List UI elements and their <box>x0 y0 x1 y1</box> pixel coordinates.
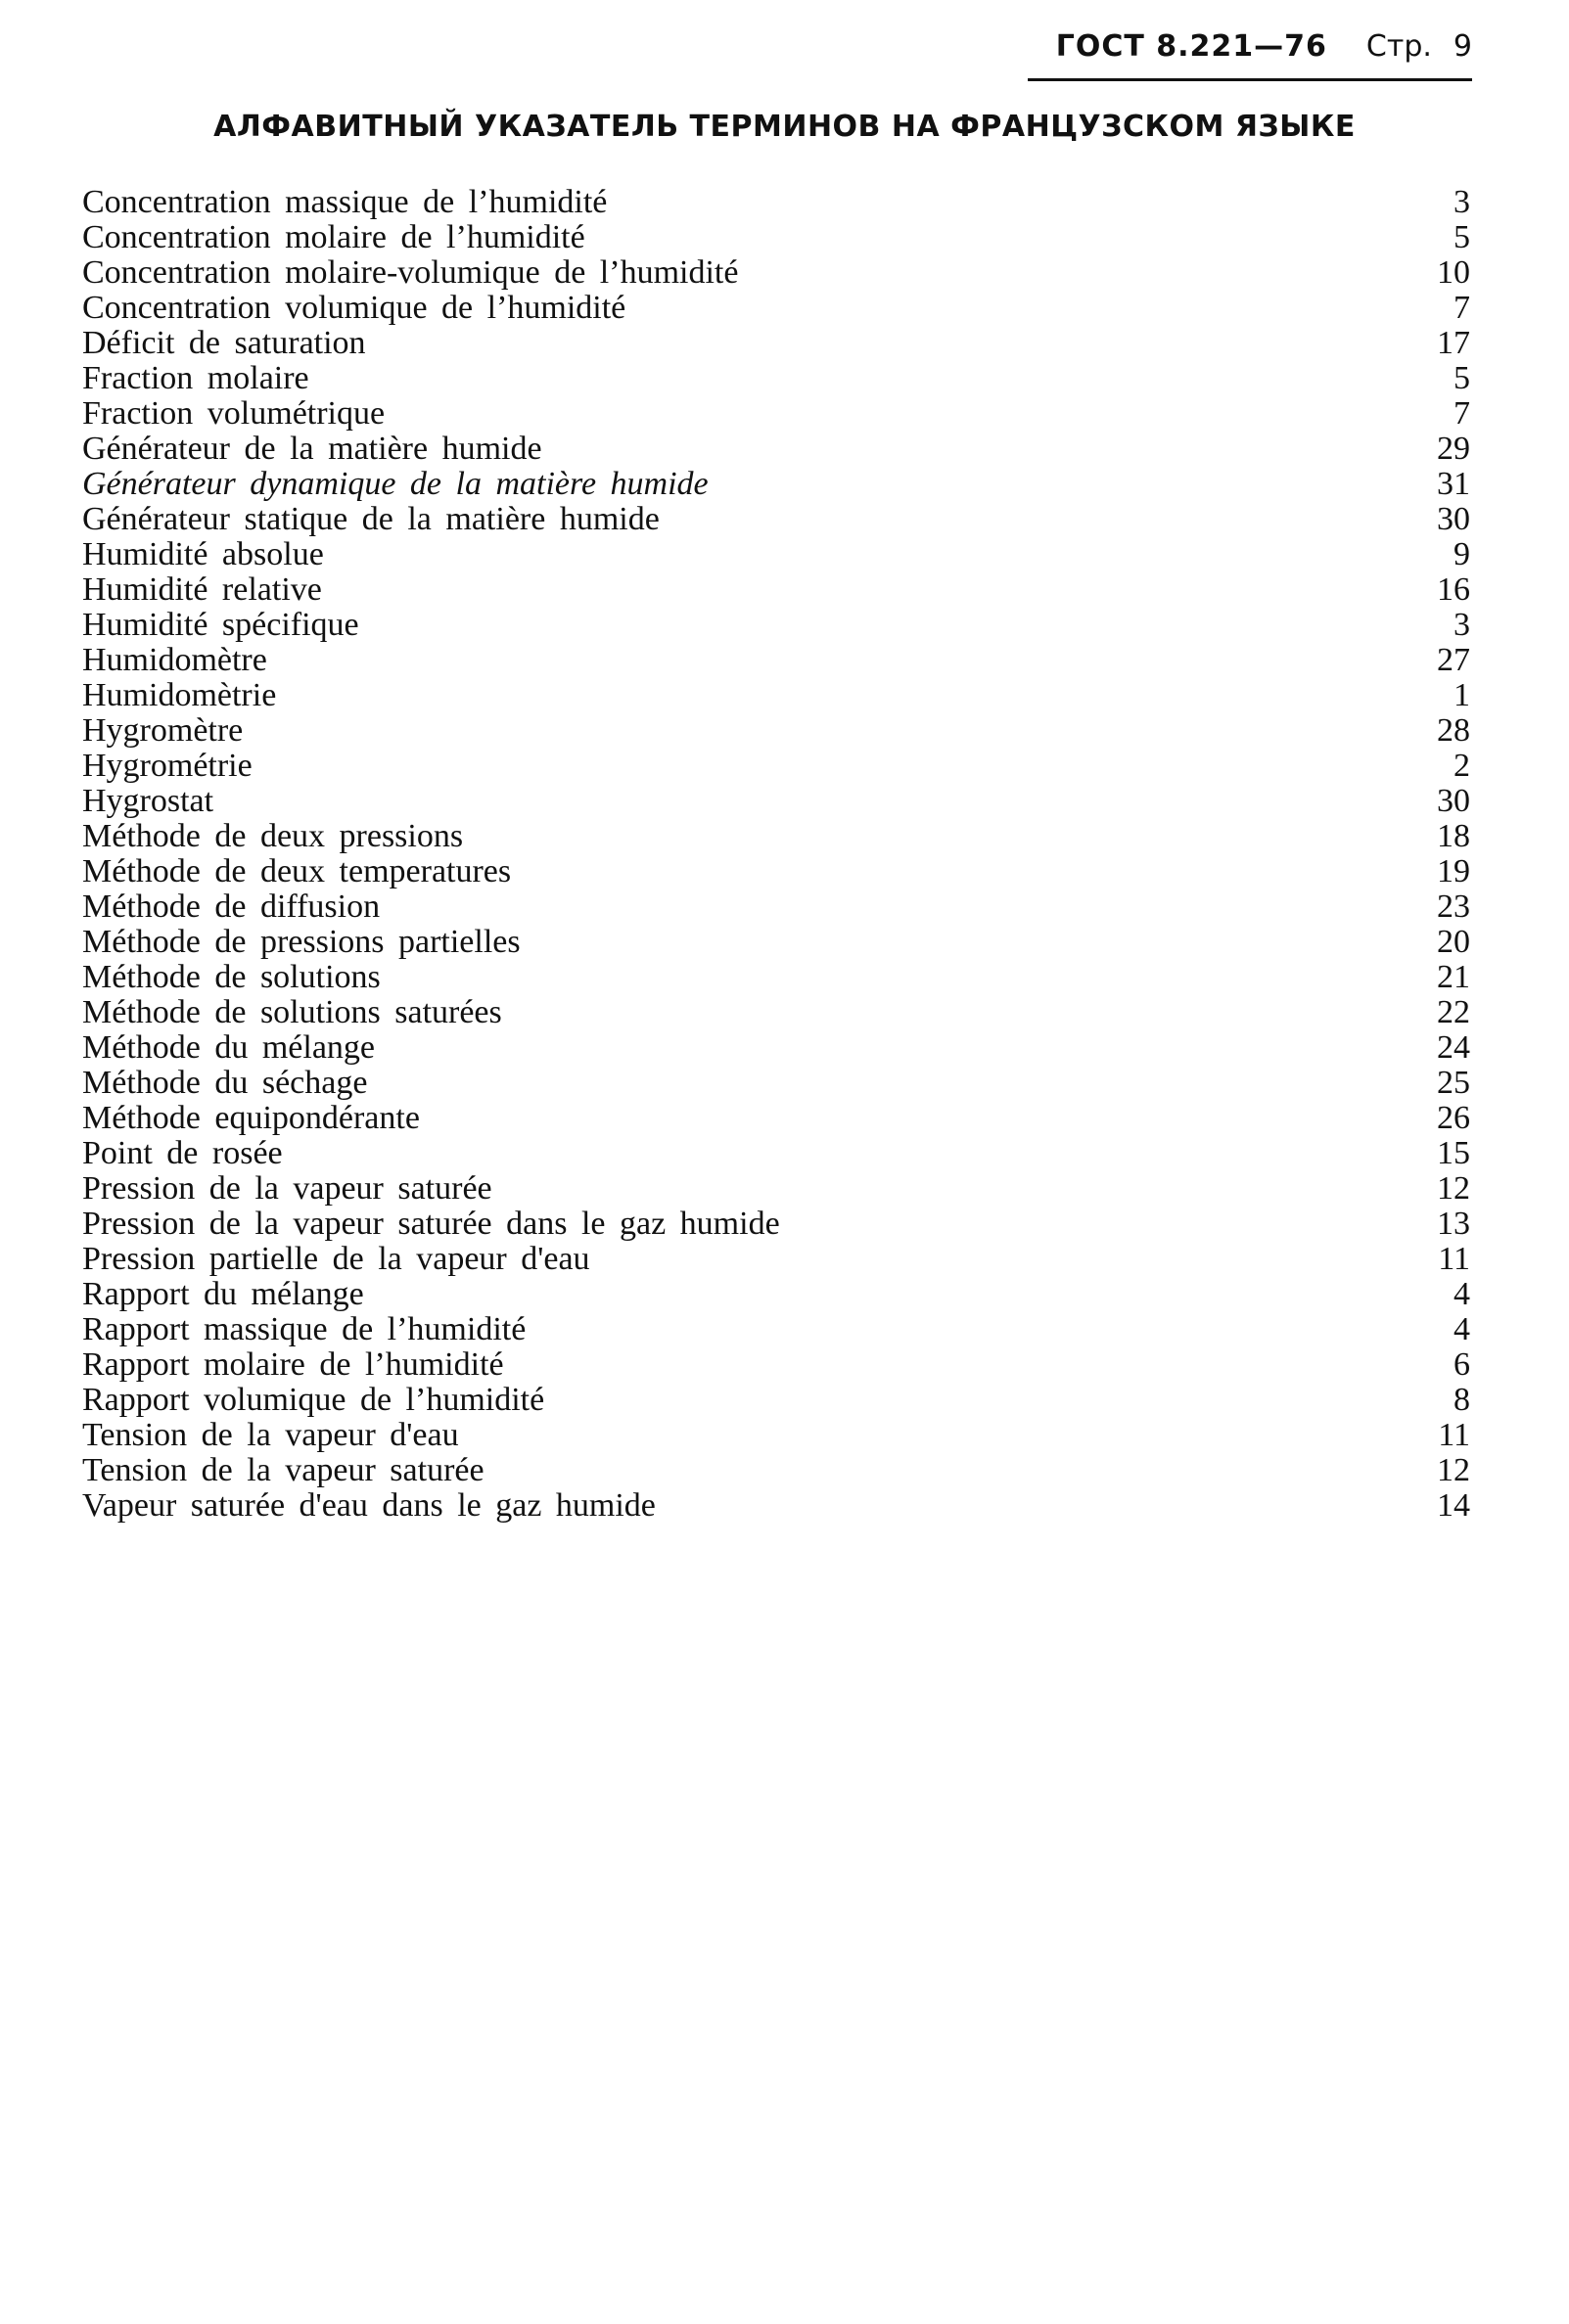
index-entry <box>82 291 1470 326</box>
index-term-number: 3 <box>1454 607 1470 643</box>
index-entry <box>82 1066 1470 1101</box>
index-entry <box>82 255 1470 291</box>
index-term-number: 23 <box>1437 889 1470 925</box>
index-term: Générateur de la matière humide <box>82 431 542 467</box>
index-entry <box>82 1418 1470 1453</box>
index-term: Hygrométrie <box>82 748 253 784</box>
index-entry <box>82 678 1470 713</box>
index-entry <box>82 1136 1470 1171</box>
index-term: Pression partielle de la vapeur d'eau <box>82 1241 590 1277</box>
index-term: Tension de la vapeur saturée <box>82 1452 485 1488</box>
index-term-number: 5 <box>1454 219 1470 255</box>
index-term-number: 5 <box>1454 360 1470 396</box>
index-term: Humidité relative <box>82 571 322 608</box>
index-term-number: 10 <box>1437 254 1470 291</box>
index-entry <box>82 1207 1470 1242</box>
index-term-number: 12 <box>1437 1452 1470 1488</box>
index-entry <box>82 1488 1470 1524</box>
index-title: АЛФАВИТНЫЙ УКАЗАТЕЛЬ ТЕРМИНОВ НА ФРАНЦУЗСКОМ ЯЗЫКЕ <box>213 110 1356 144</box>
index-term: Hygromètre <box>82 712 244 749</box>
index-term-number: 20 <box>1437 924 1470 960</box>
index-entry <box>82 1383 1470 1418</box>
index-term: Fraction molaire <box>82 360 309 396</box>
index-entry <box>82 713 1470 749</box>
index-term: Rapport molaire de l’humidité <box>82 1346 504 1383</box>
page-header <box>1028 29 1472 78</box>
index-term: Concentration molaire-volumique de l’humidité <box>82 254 739 291</box>
index-term: Méthode du mélange <box>82 1029 376 1066</box>
index-term: Générateur dynamique de la matière humide <box>82 466 709 502</box>
index-term: Rapport massique de l’humidité <box>82 1311 527 1347</box>
index-term: Méthode de solutions saturées <box>82 994 502 1030</box>
index-term-number: 19 <box>1437 853 1470 889</box>
index-term-number: 3 <box>1454 184 1470 220</box>
index-term: Déficit de saturation <box>82 325 366 361</box>
index-term-number: 11 <box>1438 1241 1470 1277</box>
term-index-list <box>82 185 1470 1524</box>
index-term: Méthode de solutions <box>82 959 381 995</box>
index-entry <box>82 326 1470 361</box>
index-entry <box>82 784 1470 819</box>
index-entry <box>82 854 1470 889</box>
index-entry <box>82 572 1470 608</box>
index-term: Humidomètre <box>82 642 267 678</box>
header-rule <box>1028 78 1472 81</box>
index-term-number: 14 <box>1437 1487 1470 1524</box>
index-entry <box>82 643 1470 678</box>
index-term-number: 28 <box>1437 712 1470 749</box>
page-number: 9 <box>1453 29 1472 64</box>
index-term: Fraction volumétrique <box>82 395 386 432</box>
index-term-number: 30 <box>1437 783 1470 819</box>
index-term: Méthode de pressions partielles <box>82 924 521 960</box>
index-term: Point de rosée <box>82 1135 283 1171</box>
index-entry <box>82 220 1470 255</box>
index-term: Vapeur saturée d'eau dans le gaz humide <box>82 1487 656 1524</box>
index-term-number: 26 <box>1437 1100 1470 1136</box>
index-entry <box>82 1347 1470 1383</box>
index-term-number: 29 <box>1437 431 1470 467</box>
index-term: Méthode du séchage <box>82 1065 368 1101</box>
index-term-number: 24 <box>1437 1029 1470 1066</box>
index-entry <box>82 467 1470 502</box>
index-entry <box>82 1453 1470 1488</box>
index-term-number: 13 <box>1437 1206 1470 1242</box>
index-term: Rapport du mélange <box>82 1276 364 1312</box>
index-term-number: 1 <box>1454 677 1470 713</box>
index-entry <box>82 1101 1470 1136</box>
index-term-number: 6 <box>1454 1346 1470 1383</box>
index-term: Pression de la vapeur saturée dans le gaz humide <box>82 1206 780 1242</box>
index-term: Concentration massique de l’humidité <box>82 184 608 220</box>
index-term-number: 4 <box>1454 1311 1470 1347</box>
index-term-number: 17 <box>1437 325 1470 361</box>
index-term: Générateur statique de la matière humide <box>82 501 660 537</box>
index-entry <box>82 185 1470 220</box>
index-term: Humidité spécifique <box>82 607 359 643</box>
index-term: Hygrostat <box>82 783 214 819</box>
index-term-number: 21 <box>1437 959 1470 995</box>
index-term-number: 7 <box>1454 290 1470 326</box>
index-term-number: 31 <box>1437 466 1470 502</box>
index-term: Méthode de diffusion <box>82 889 381 925</box>
index-entry <box>82 1312 1470 1347</box>
index-term-number: 16 <box>1437 571 1470 608</box>
index-term-number: 2 <box>1454 748 1470 784</box>
index-term-number: 30 <box>1437 501 1470 537</box>
index-term: Tension de la vapeur d'eau <box>82 1417 459 1453</box>
index-term: Rapport volumique de l’humidité <box>82 1382 545 1418</box>
index-entry <box>82 1277 1470 1312</box>
index-entry <box>82 1171 1470 1207</box>
index-entry <box>82 819 1470 854</box>
index-entry <box>82 960 1470 995</box>
index-term-number: 25 <box>1437 1065 1470 1101</box>
index-term: Concentration molaire de l’humidité <box>82 219 585 255</box>
index-term: Humidomètrie <box>82 677 277 713</box>
index-entry <box>82 749 1470 784</box>
index-term-number: 11 <box>1438 1417 1470 1453</box>
index-term-number: 22 <box>1437 994 1470 1030</box>
index-term-number: 8 <box>1454 1382 1470 1418</box>
standard-number: ГОСТ 8.221—76 <box>1055 29 1327 64</box>
index-term: Méthode equipondérante <box>82 1100 420 1136</box>
index-term-number: 18 <box>1437 818 1470 854</box>
index-entry <box>82 925 1470 960</box>
index-entry <box>82 432 1470 467</box>
index-term-number: 27 <box>1437 642 1470 678</box>
index-term-number: 7 <box>1454 395 1470 432</box>
index-entry <box>82 1030 1470 1066</box>
index-entry <box>82 608 1470 643</box>
index-entry <box>82 396 1470 432</box>
index-term: Méthode de deux pressions <box>82 818 464 854</box>
index-entry <box>82 361 1470 396</box>
index-term: Concentration volumique de l’humidité <box>82 290 626 326</box>
page-label: Стр. <box>1365 29 1432 64</box>
index-term-number: 15 <box>1437 1135 1470 1171</box>
index-entry <box>82 1242 1470 1277</box>
index-entry <box>82 889 1470 925</box>
index-term-number: 4 <box>1454 1276 1470 1312</box>
index-term: Humidité absolue <box>82 536 324 572</box>
index-term: Méthode de deux temperatures <box>82 853 512 889</box>
index-entry <box>82 537 1470 572</box>
index-term-number: 12 <box>1437 1170 1470 1207</box>
index-term: Pression de la vapeur saturée <box>82 1170 492 1207</box>
index-entry <box>82 502 1470 537</box>
index-entry <box>82 995 1470 1030</box>
index-term-number: 9 <box>1454 536 1470 572</box>
